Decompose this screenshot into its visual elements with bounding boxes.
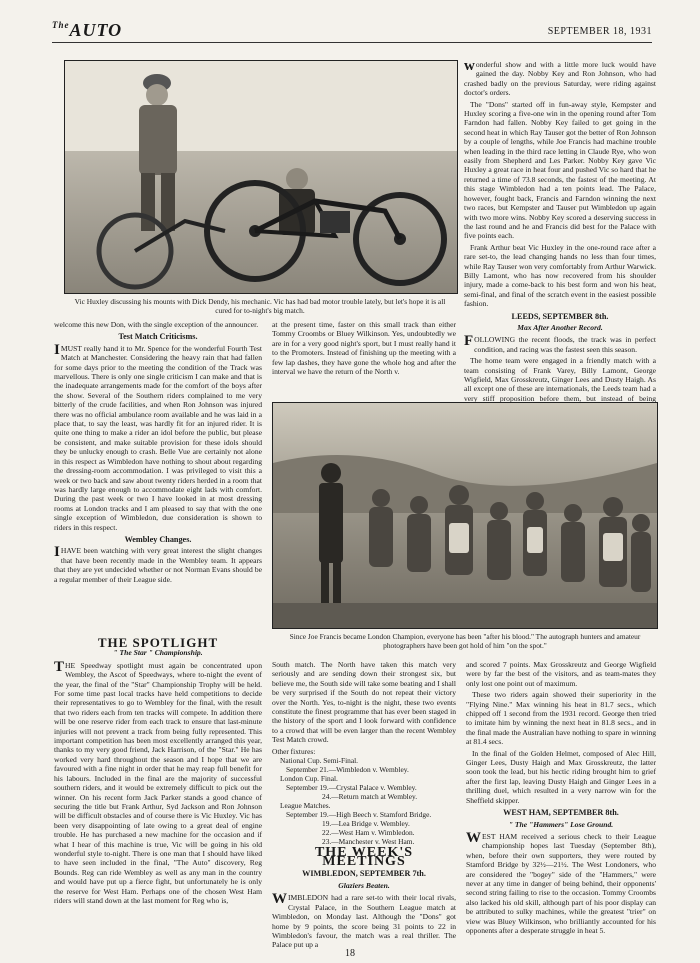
photo-crowd-autographs bbox=[272, 402, 658, 629]
westham-subhead: " The "Hammers" Lose Ground. bbox=[508, 819, 614, 829]
spotlight-text: THE Speedway spotlight must again be concentrated upon Wembley, the Ascot of Speedways, where to-night the event of the year, the final of the "Star" Championship Trophy will be held. For some time past local tracks have held competitions to decide their representatives to go to Wembley for the final, with the result that two riders each from ten tracks will compete. In addition there will be one reserve rider from each track to ensure that last-minute injuries will not prevent a track from being fully represented. This important competition has been most excellently arranged this year, thanks to my very good friend, Jack Harrison, of the "Star." He has worked very hard throughout the season and I hope that we are favoured with a fine night in order that he may reap full benefit for his labours. Included in the final are the majority of successful southern riders, and it would be extremely difficult to pick out the winner. On his recent form Jack Parker stands a good chance of securing the title but Frank Arthur, Syd Jackson and Ron Johnson will be difficult obstacles and of course there is Vic Huxley. Vic has been very disappointing of late owing to a great deal of engine trouble. He has purchased a new machine for the occasion and if what I hear of this machine is true, Vic will be going in his old wonderful style to-night. There is one man that I should have liked to have seen included in the final, "The Auto" discovery, Reg Bounds. Reg can ride Wembley as well as any man in the country and would have put up a fierce fight, but unfortunately he is only the reserve for West Ham. Perhaps one of the chosen West Ham riders will stand down at the last moment for Reg who is, bbox=[54, 658, 262, 905]
spotlight-column bbox=[54, 634, 262, 907]
leeds-continued-1: and scored 7 points. Max Grosskreutz and George Wigfield were by far the best of the visitors, and as team-mates they only lost one point out of maximum. bbox=[466, 660, 656, 688]
leeds-continued-3: In the final of the Golden Helmet, composed of Alec Hill, Ginger Lees, Dusty Haigh and Max Grosskreutz, the latter soon took the lead, but his hectic riding brought him to grief after the first lap, leaving Dusty Haigh and Ginger Lees in a thrilling duel, which resulted in a very narrow win for the Sheffield skipper. bbox=[466, 748, 656, 805]
fixture-line: September 19.—Crystal Palace v. Wembley. bbox=[286, 782, 417, 792]
leeds-subhead: Max After Another Record. bbox=[517, 322, 603, 332]
wimbledon-report-2: The "Dons" started off in fun-away style, Kempster and Huxley scoring a five-one win in the opening round after Tom Farndon had fallen. Nobby Key failed to get going in the second heat in which Ray Tauser got the better of Ron Johnson by a couple of lengths, while Joe Francis had machine trouble when leading in the third race letting in Claude Rye, who won easily from Shepherd and Les Parker. Nobby Key gave Vic Huxley a great race in heat four and pushed Vic so hard that he returned a time of 73.8 seconds, the fastest of the meeting. At this stage Wimbledon had a ten points lead. The Palace, however, fought back, Francis and Farndon winning the next two races, but Kempster and Tauser put Wimbledon up again with two more wins. Nobby Key scored a deserving success in the last round and he and Francis did best for the Palace with five points each. bbox=[464, 99, 656, 241]
fixture-line: 19.—Lea Bridge v. Wembley. bbox=[322, 818, 410, 828]
leeds-continued-2: These two riders again showed their superiority in the "Flying Nine." Max winning his heat in 81.7 secs., which chipped off 1 second from the 1931 record. George then tried to imitate him by winning the next heat in 81.8 secs., and in the final made the Australian have nothing to spare in winning at 81.4 secs. bbox=[466, 690, 656, 747]
left-intro: welcome this new Don, with the single exception of the announcer. bbox=[54, 320, 259, 329]
wembley-heading: Wembley Changes. bbox=[124, 534, 192, 544]
leeds-report-1: FOLLOWING the recent floods, the track was in perfect condition, and racing was the fastest seen this season. bbox=[464, 333, 656, 354]
fixtures-list bbox=[272, 747, 456, 846]
spotlight-heading: THE SPOTLIGHT bbox=[97, 635, 219, 650]
magazine-logo: $^{The}$AUTO bbox=[52, 20, 123, 40]
fixture-line: 24.—Return match at Wembley. bbox=[322, 791, 418, 801]
fixture-line: London Cup. Final. bbox=[280, 773, 338, 783]
masthead bbox=[52, 20, 652, 43]
fixture-line: League Matches. bbox=[280, 800, 331, 810]
middle-column-bottom bbox=[272, 660, 456, 952]
wimbledon-text: WIMBLEDON had a rare set-to with their local rivals, Crystal Palace, in the Southern League match at Wimbledon, on Monday last. Although the "Dons" got home by 9 points, the score being 31 points to 22 in Wimbledon's favour, the match was a real thriller. The Palace put up a bbox=[272, 891, 456, 950]
wimbledon-report-3: Frank Arthur beat Vic Huxley in the one-round race after a rare set-to, the lead changing hands no less than four times, while Ray Tauser won very comfortably from Arthur Warwick. Billy Lamont, who has now recovered from his shoulder injury, made a come-back to his best form and won his heat, semi-final, and final of the scratch event in the easiest possible fashion. bbox=[464, 242, 656, 309]
test-match-heading: Test Match Criticisms. bbox=[118, 332, 198, 342]
photo2-caption: Since Joe Francis became London Champion, everyone has been "after his blood." The autograph hunters and amateur photographers have been got hold of him "on the spot." bbox=[289, 632, 641, 650]
fixture-line: September 21.—Wimbledon v. Wembley. bbox=[286, 764, 409, 774]
test-match-text: IMUST really hand it to Mr. Spence for the wonderful Fourth Test Match at Manchester. Considering the heavy rain that had fallen for some days prior to the meeting the condition of the Track was marvellous. There is only one single criticism I can make and that is the inadequate arrangements made for the comfort of the boys after the show. Several of the Southern riders complained to me very bitterly of the crude facilities, and when Ron Johnson was injured there was no official ambulance room available and he was laid in a place that, to say the least, was hardly fit for an injured rider. It is quite one thing to make a rider an idol before the public, but please be consistent, and make suitable provision for these idols should they be unlucky enough to crash. Belle Vue are certainly not alone in this respect as Wimbledon have nothing to shout about regarding the dressing-room accommodation. I was privileged to visit this a week or two back and saw about twenty riders herded in a room that was hardly large enough to accommodate eight lads with comfort. During the past week or two I have looked in at most dressing rooms at London tracks and I am pleased to say that with the one single exception of Wimbledon, due consideration is shown to riders in this respect. bbox=[54, 341, 262, 532]
leeds-report-2: The home team were engaged in a friendly match with a team consisting of Frank Varey, Billy Lamont, George Wigfield, Max Grosskreutz, Ginger Lees and Dusty Haigh. As all except one of these are internationals, the Leeds team had a very stiff proposition before them, but instead of being bbox=[464, 356, 656, 403]
middle-top-text: at the present time, faster on this small track than either Tommy Croombs or Bluey Wilkinson. Yes, undoubtedly we are in for a very good night's sport, but I must really hand it to the Promoters. Instead of finishing up the meeting with a few lap dashes, they have gone the whole hog and after the interval we have the return of the North v. bbox=[272, 320, 456, 377]
crowd-photo-illustration bbox=[273, 403, 657, 628]
spotlight-subhead: " The Star " Championship. bbox=[113, 648, 203, 658]
leeds-heading: LEEDS, SEPTEMBER 8th. bbox=[511, 311, 609, 321]
right-column-top bbox=[464, 60, 656, 452]
westham-heading: WEST HAM, SEPTEMBER 8th. bbox=[503, 808, 619, 818]
wimbledon-continued: wonderful show and with a little more luck would have gained the day. Nobby Key and Ron Johnson, who had crashed badly on the previous Saturday, were riding against doctor's orders. bbox=[464, 58, 656, 98]
fixtures-title: Other fixtures: bbox=[272, 746, 316, 756]
fixture-line: 23.—Manchester v. West Ham. bbox=[322, 836, 415, 846]
left-column bbox=[54, 320, 262, 586]
fixture-line: 22.—West Ham v. Wimbledon. bbox=[322, 827, 415, 837]
weeks-meetings-heading: THE WEEK'S MEETINGS bbox=[314, 844, 414, 870]
photo-huxley-mechanic bbox=[64, 60, 458, 294]
wimbledon-subhead: Glaziers Beaten. bbox=[338, 880, 390, 890]
middle-column-top bbox=[272, 320, 456, 378]
wimbledon-heading: WIMBLEDON, SEPTEMBER 7th. bbox=[302, 869, 426, 879]
westham-text: WEST HAM received a serious check to their League championship hopes last Tuesday (September 8th), when, before their own supporters, they were routed by Stamford Bridge by 32½—21½. The West Londoners, who are considered the "bogey" side of the "Hammers," were never at any time in danger of being behind, their opponents' second string failing to rise to the occasion. Tommy Croombs also lacked his old skill, although part of his poor display can be attributed to sulky machines, while the greatest "trier" on view was Bluey Wilkinson, who brilliantly accounted for his opponents after a desperate struggle in heat 5. bbox=[466, 829, 656, 935]
wembley-text: IHAVE been watching with very great interest the slight changes that have been recently made in the Wembley team. It appears that they are yet undecided whether or not Norman Evans should be a regular member of their League side. bbox=[54, 544, 262, 584]
fixture-line: National Cup. Semi-Final. bbox=[280, 755, 359, 765]
motorcycle-photo-illustration bbox=[65, 61, 457, 293]
fixture-line: September 19.—High Beech v. Stamford Bridge. bbox=[286, 809, 432, 819]
right-column-bottom bbox=[466, 660, 656, 937]
photo1-caption: Vic Huxley discussing his mounts with Dick Dendy, his mechanic. Vic has had bad motor trouble lately, but let's hope it is all cured for to-night's big match. bbox=[74, 297, 446, 315]
page-number: 18 bbox=[345, 948, 355, 959]
north-south-text: South match. The North have taken this match very seriously and are sending down their strongest six, but believe me, the South side will take some beating and I shall be very surprised if the South do not repeat their victory over the North. Yes, to-night is the night, these two events constitute the finest programme that has ever been staged in the history of the sport and I look forward with confidence to a crowd that will be even larger than the recent Wembley Test Match crowd. bbox=[272, 660, 456, 745]
issue-date: SEPTEMBER 18, 1931 bbox=[547, 26, 652, 37]
